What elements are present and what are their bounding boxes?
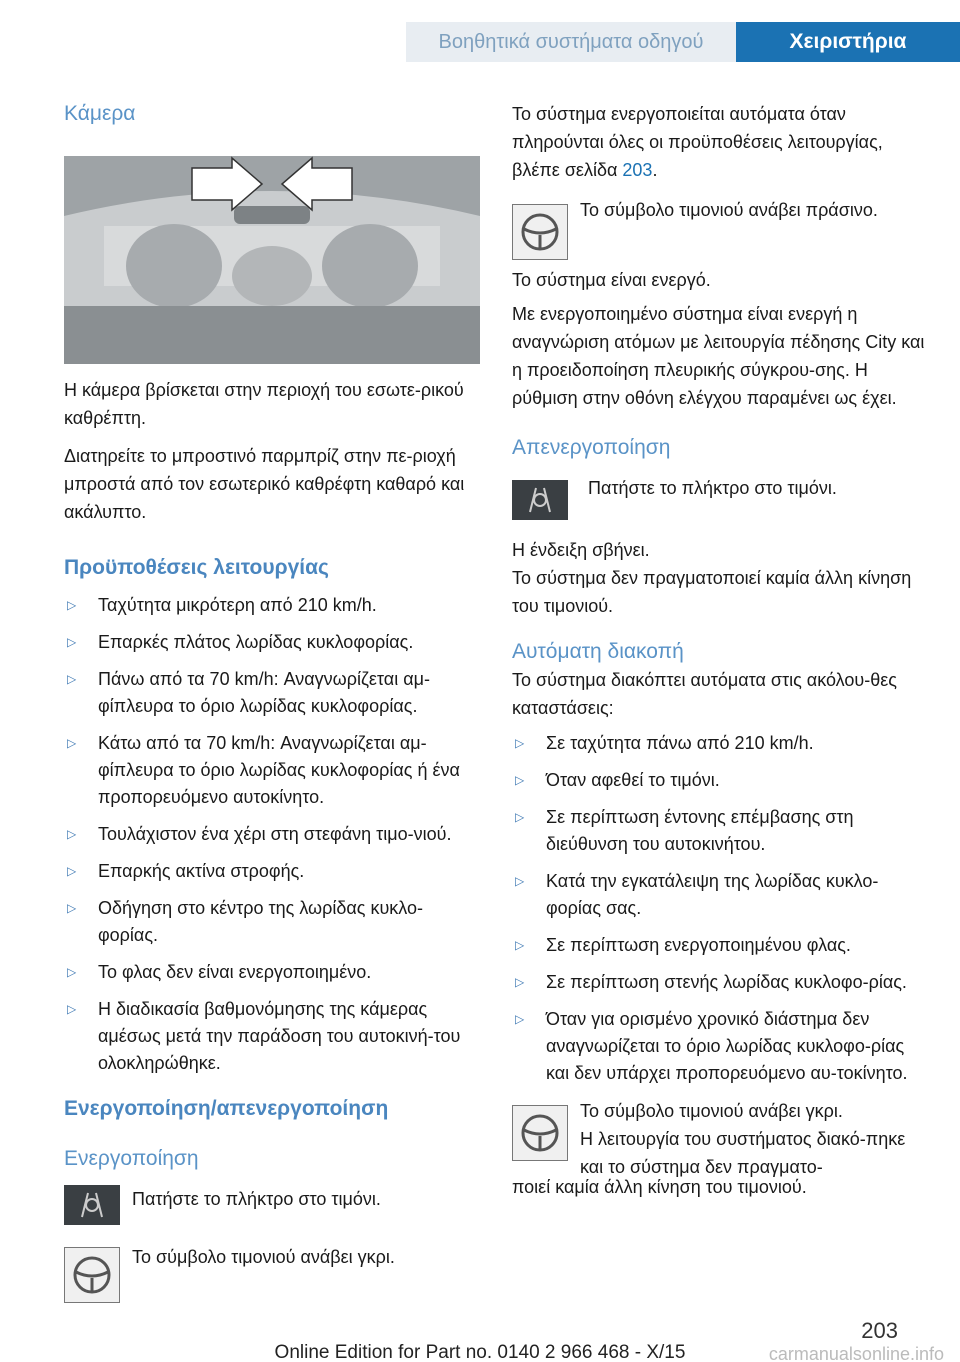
wheel-grey-row [64, 1239, 480, 1301]
page-link[interactable]: 203 [622, 160, 653, 180]
watermark: carmanualsonline.info [768, 1344, 944, 1362]
system-active-text: Το σύστημα είναι ενεργό. [512, 270, 711, 290]
steering-wheel-icon [512, 204, 568, 260]
list-item: ▷ Κατά την εγκατάλειψη της λωρίδας κυκλο-φορίας σας. [512, 868, 928, 922]
list-item: ▷ Κάτω από τα 70 km/h: Αναγνωρίζεται αμ-φίπλευρα το όριο λωρίδας κυκλοφορίας ή ένα προπορευόμενο αυτοκίνητο. [64, 730, 480, 811]
interrupted-text-b: ποιεί καμία άλλη κίνηση του τιμονιού. [512, 1177, 807, 1197]
edition-text: Online Edition for Part no. 0140 2 966 468 - X/15 [274, 1342, 686, 1362]
triangle-right-icon: ▷ [67, 635, 77, 649]
deactivate-subheading: Απενεργοποίηση [512, 436, 671, 459]
auto-stop-list [512, 730, 928, 1087]
triangle-right-icon: ▷ [515, 736, 525, 750]
triangle-right-icon: ▷ [67, 672, 77, 686]
camera-location-photo [64, 156, 480, 364]
triangle-right-icon: ▷ [67, 736, 77, 750]
steering-wheel-icon [512, 1105, 568, 1161]
press-button-text: Πατήστε το πλήκτρο στο τιμόνι. [588, 478, 837, 498]
chapter-tab[interactable]: Χειριστήρια [736, 22, 960, 62]
triangle-right-icon: ▷ [67, 598, 77, 612]
list-item: ▷ Σε περίπτωση ενεργοποιημένου φλας. [512, 932, 928, 959]
triangle-right-icon: ▷ [515, 874, 525, 888]
list-item: ▷ Επαρκές πλάτος λωρίδας κυκλοφορίας. [64, 629, 480, 656]
left-column [64, 100, 480, 1301]
triangle-right-icon: ▷ [515, 1012, 525, 1026]
car-interior-illustration [64, 156, 480, 364]
list-item: ▷ Σε περίπτωση έντονης επέμβασης στη διεύθυνση του αυτοκινήτου. [512, 804, 928, 858]
lane-assist-button-icon [64, 1185, 120, 1225]
wheel-green-row [512, 196, 928, 262]
steering-wheel-icon [64, 1247, 120, 1303]
list-item: ▷ Όταν για ορισμένο χρονικό διάστημα δεν αναγνωρίζεται το όριο λωρίδας κυκλοφο-ρίας και δεν υπάρχει προπορευόμενο αυ-τοκίνητο. [512, 1006, 928, 1087]
lane-assist-button-icon [512, 480, 568, 520]
page-footer [0, 1310, 960, 1362]
conditions-list [64, 592, 480, 1077]
triangle-right-icon: ▷ [67, 864, 77, 878]
list-item: ▷ Το φλας δεν είναι ενεργοποιημένο. [64, 959, 480, 986]
auto-activation-text: Το σύστημα ενεργοποιείται αυτόματα όταν πληρούνται όλες οι προϋποθέσεις λειτουργίας, βλέπε σελίδα 203. [512, 104, 883, 180]
windscreen-text: Διατηρείτε το μπροστινό παρμπρίζ στην πε-ριοχή μπροστά από τον εσωτερικό καθρέφτη καθαρό και ακάλυπτο. [64, 446, 465, 522]
triangle-right-icon: ▷ [515, 975, 525, 989]
deactivate-button-row [512, 474, 928, 528]
no-steering-text: Το σύστημα δεν πραγματοποιεί καμία άλλη κίνηση του τιμονιού. [512, 568, 912, 616]
triangle-right-icon: ▷ [515, 773, 525, 787]
conditions-heading: Προϋποθέσεις λειτουργίας [64, 556, 329, 579]
section-tab[interactable]: Βοηθητικά συστήματα οδηγού [406, 22, 736, 62]
list-item: ▷ Όταν αφεθεί το τιμόνι. [512, 767, 928, 794]
auto-stop-heading: Αυτόματη διακοπή [512, 640, 684, 663]
page-number: 203 [861, 1318, 898, 1343]
triangle-right-icon: ▷ [67, 901, 77, 915]
press-button-text: Πατήστε το πλήκτρο στο τιμόνι. [132, 1189, 381, 1209]
wheel-grey-text: Το σύμβολο τιμονιού ανάβει γκρι. [580, 1101, 843, 1121]
triangle-right-icon: ▷ [67, 827, 77, 841]
list-item: ▷ Πάνω από τα 70 km/h: Αναγνωρίζεται αμ-φίπλευρα το όριο λωρίδας κυκλοφορίας. [64, 666, 480, 720]
indicator-off-text: Η ένδειξη σβήνει. [512, 540, 650, 560]
triangle-right-icon: ▷ [67, 1002, 77, 1016]
triangle-right-icon: ▷ [515, 810, 525, 824]
list-item: ▷ Σε περίπτωση στενής λωρίδας κυκλοφο-ρίας. [512, 969, 928, 996]
list-item: ▷ Η διαδικασία βαθμονόμησης της κάμερας αμέσως μετά την παράδοση του αυτοκινή-του ολοκληρώθηκε. [64, 996, 480, 1077]
wheel-grey-text: Το σύμβολο τιμονιού ανάβει γκρι. [132, 1247, 395, 1267]
activate-button-row [64, 1185, 480, 1239]
list-item: ▷ Ταχύτητα μικρότερη από 210 km/h. [64, 592, 480, 619]
active-details-text: Με ενεργοποιημένο σύστημα είναι ενεργή η αναγνώριση ατόμων με λειτουργία πέδησης City και η προειδοποίηση πλευρικής σύγκρου-σης. Η ρύθμιση στην οθόνη ελέγχου παραμένει ως έχει. [512, 304, 925, 408]
wheel-grey-row-right [512, 1097, 928, 1177]
page-header [0, 0, 960, 64]
right-column [512, 100, 928, 1201]
list-item: ▷ Οδήγηση στο κέντρο της λωρίδας κυκλο-φορίας. [64, 895, 480, 949]
camera-heading: Κάμερα [64, 102, 136, 125]
auto-stop-intro: Το σύστημα διακόπτει αυτόματα στις ακόλου-θες καταστάσεις: [512, 670, 897, 718]
camera-location-text: Η κάμερα βρίσκεται στην περιοχή του εσωτε-ρικού καθρέπτη. [64, 380, 464, 428]
triangle-right-icon: ▷ [515, 938, 525, 952]
list-item: ▷ Επαρκής ακτίνα στροφής. [64, 858, 480, 885]
triangle-right-icon: ▷ [67, 965, 77, 979]
interrupted-text-a: Η λειτουργία του συστήματος διακό-πηκε και το σύστημα δεν πραγματο- [580, 1129, 906, 1177]
activate-subheading: Ενεργοποίηση [64, 1147, 199, 1170]
activation-heading: Ενεργοποίηση/απενεργοποίηση [64, 1097, 389, 1120]
list-item: ▷ Σε ταχύτητα πάνω από 210 km/h. [512, 730, 928, 757]
list-item: ▷ Τουλάχιστον ένα χέρι στη στεφάνη τιμο-νιού. [64, 821, 480, 848]
wheel-green-text: Το σύμβολο τιμονιού ανάβει πράσινο. [580, 200, 878, 220]
